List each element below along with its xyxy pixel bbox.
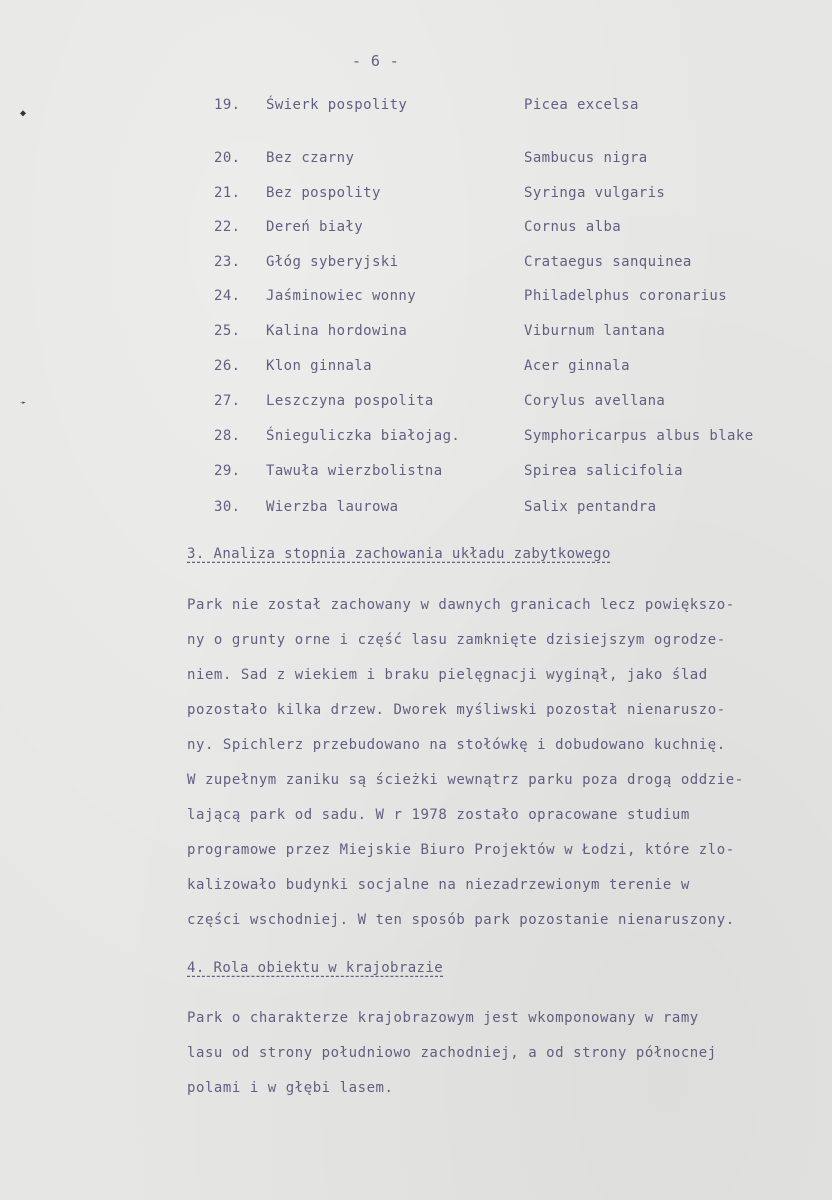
species-latin-name: Acer ginnala [524,358,630,374]
species-polish-name: Leszczyna pospolita [266,393,434,409]
species-polish-name: Klon ginnala [266,358,372,374]
species-polish-name: Bez czarny [266,150,355,166]
species-polish-name: Wierzba laurowa [266,499,399,515]
species-number: 21. [214,185,241,201]
species-number: 29. [214,463,241,479]
species-polish-name: Dereń biały [266,219,364,235]
paragraph-line: Park o charakterze krajobrazowym jest wkomponowany w ramy [187,1010,699,1026]
species-polish-name: Jaśminowiec wonny [266,288,417,304]
margin-mark: ◆ [20,108,27,119]
species-latin-name: Philadelphus coronarius [524,288,728,304]
section-heading: 3. Analiza stopnia zachowania układu zabytkowego [187,546,611,562]
paragraph-line: części wschodniej. W ten sposób park pozostanie nienaruszony. [187,912,735,928]
paragraph-line: polami i w głębi lasem. [187,1080,394,1096]
margin-mark: ➛ [20,398,27,409]
species-latin-name: Salix pentandra [524,499,657,515]
species-latin-name: Syringa vulgaris [524,185,666,201]
paragraph-line: kalizowało budynki socjalne na niezadrzewionym terenie w [187,877,690,893]
species-latin-name: Picea excelsa [524,97,639,113]
species-number: 28. [214,428,241,444]
species-polish-name: Kalina hordowina [266,323,408,339]
species-polish-name: Bez pospolity [266,185,381,201]
page-number: - 6 - [352,52,400,70]
paragraph-line: ny o grunty orne i część lasu zamknięte dzisiejszym ogrodze- [187,632,726,648]
paragraph-line: programowe przez Miejskie Biuro Projektów w Łodzi, które zlo- [187,842,735,858]
species-polish-name: Głóg syberyjski [266,254,399,270]
species-number: 23. [214,254,241,270]
section-heading: 4. Rola obiektu w krajobrazie [187,960,444,976]
species-number: 27. [214,393,241,409]
species-number: 30. [214,499,241,515]
species-polish-name: Świerk pospolity [266,97,408,113]
species-number: 22. [214,219,241,235]
species-number: 25. [214,323,241,339]
species-latin-name: Viburnum lantana [524,323,666,339]
species-latin-name: Symphoricarpus albus blake [524,428,754,444]
paragraph-line: lasu od strony południowo zachodniej, a od strony północnej [187,1045,717,1061]
paragraph-line: W zupełnym zaniku są ścieżki wewnątrz parku poza drogą oddzie- [187,772,744,788]
paragraph-line: Park nie został zachowany w dawnych granicach lecz powiększo- [187,597,735,613]
paragraph-line: ny. Spichlerz przebudowano na stołówkę i dobudowano kuchnię. [187,737,726,753]
species-latin-name: Sambucus nigra [524,150,648,166]
species-polish-name: Tawuła wierzbolistna [266,463,443,479]
species-number: 20. [214,150,241,166]
species-latin-name: Crataegus sanquinea [524,254,692,270]
species-number: 26. [214,358,241,374]
paragraph-line: lającą park od sadu. W r 1978 zostało opracowane studium [187,807,690,823]
species-polish-name: Śnieguliczka białojag. [266,428,461,444]
species-latin-name: Cornus alba [524,219,622,235]
paragraph-line: niem. Sad z wiekiem i braku pielęgnacji wyginął, jako ślad [187,667,708,683]
species-latin-name: Spirea salicifolia [524,463,683,479]
paragraph-line: pozostało kilka drzew. Dworek myśliwski pozostał nienaruszo- [187,702,726,718]
species-number: 24. [214,288,241,304]
species-latin-name: Corylus avellana [524,393,666,409]
species-number: 19. [214,97,241,113]
